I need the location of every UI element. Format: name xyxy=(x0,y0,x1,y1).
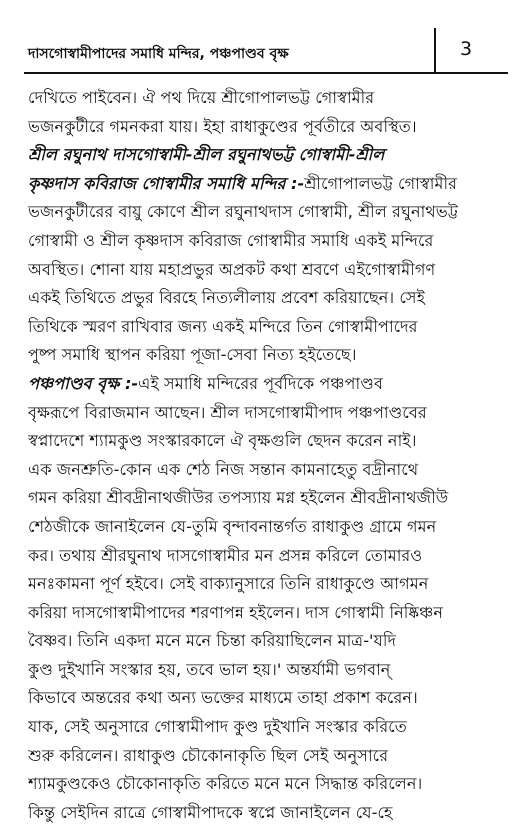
text-line xyxy=(28,456,510,485)
line-text: গমন করিয়া শ্রীবদ্রীনাথজীউর তপস্যায় মগ্ন হইলেন শ্রীবদ্রীনাথজীউ xyxy=(28,488,449,508)
section-heading: কৃষ্ণদাস কবিরাজ গোস্বামীর সমাধি মন্দির :- xyxy=(28,173,305,193)
text-line xyxy=(28,256,510,285)
line-text: পুষ্প সমাধি স্থাপন করিয়া পূজা-সেবা নিত্য হইতেছে। xyxy=(28,345,357,365)
text-line xyxy=(28,599,510,628)
line-text: শুরু করিলেন। রাধাকুণ্ড চৌকোনাকৃতি ছিল সেই অনুসারে xyxy=(28,745,389,765)
line-text: কিভাবে অন্তরের কথা অন্য ভক্তের মাধ্যমে তাহা প্রকাশ করেন। xyxy=(28,688,418,708)
text-line xyxy=(28,484,510,513)
text-line xyxy=(28,284,510,313)
text-line xyxy=(28,313,510,342)
header-divider xyxy=(434,28,436,72)
line-text: ভজনকুটীরের বায়ু কোণে শ্রীল রঘুনাথদাস গোস্বামী, শ্রীল রঘুনাথভট্ট xyxy=(28,202,459,222)
line-text: শেঠজীকে জানাইলেন যে-তুমি বৃন্দাবনান্তর্গত রাধাকুণ্ড গ্রামে গমন xyxy=(28,516,437,536)
section-heading: শ্রীল রঘুনাথ দাসগোস্বামী-শ্রীল রঘুনাথভট্ট গোস্বামী-শ্রীল xyxy=(28,145,385,165)
line-text: স্বপ্নাদেশে শ্যামকুণ্ড সংস্কারকালে ঐ বৃক্ষগুলি ছেদন করেন নাই। xyxy=(28,431,417,451)
line-text: এই সমাধি মন্দিরের পূর্বদিকে পঞ্চপাণ্ডব xyxy=(138,373,383,393)
text-line xyxy=(28,198,510,227)
text-line xyxy=(28,370,510,399)
line-text: বৈষ্ণব। তিনি একদা মনে মনে চিন্তা করিয়াছিলেন মাত্র-'যদি xyxy=(28,631,396,651)
line-text: যাক, সেই অনুসারে গোস্বামীপাদ কুণ্ড দুইখানি সংস্কার করিতে xyxy=(28,717,407,737)
header-title: দাসগোস্বামীপাদের সমাধি মন্দির, পঞ্চপাণ্ডব বৃক্ষ xyxy=(28,46,289,62)
text-line xyxy=(28,684,510,713)
line-text: দেখিতে পাইবেন। ঐ পথ দিয়ে শ্রীগোপালভট্ট গোস্বামীর xyxy=(28,88,375,107)
text-line xyxy=(28,570,510,599)
line-text: গোস্বামী ও শ্রীল কৃষ্ণদাস কবিরাজ গোস্বামীর সমাধি একই মন্দিরে xyxy=(28,230,434,250)
text-line xyxy=(28,799,510,827)
line-text: বৃক্ষরূপে বিরাজমান আছেন। শ্রীল দাসগোস্বামীপাদ পঞ্চপাণ্ডবের xyxy=(28,402,427,422)
line-text: মনঃকামনা পূর্ণ হইবে। সেই বাক্যানুসারে তিনি রাধাকুণ্ডে আগমন xyxy=(28,574,429,594)
line-text: শ্রীগোপালভট্ট গোস্বামীর xyxy=(304,173,457,193)
line-text: শ্যামকুণ্ডকেও চৌকোনাকৃতি করিতে মনে মনে সিদ্ধান্ত করিলেন। xyxy=(28,774,423,794)
section-heading: পঞ্চপাণ্ডব বৃক্ষ :- xyxy=(28,373,139,393)
text-line xyxy=(28,84,510,113)
text-line xyxy=(28,542,510,571)
text-line xyxy=(28,770,510,799)
text-line xyxy=(28,341,510,370)
line-text: একই তিথিতে প্রভুর বিরহে নিত্যলীলায় প্রবেশ করিয়াছেন। সেই xyxy=(28,288,426,308)
text-line xyxy=(28,399,510,428)
body-text xyxy=(28,84,510,827)
page-number: 3 xyxy=(460,38,473,60)
text-line xyxy=(28,113,510,142)
line-text: করিয়া দাসগোস্বামীপাদের শরণাপন্ন হইলেন। দাস গোস্বামী নিষ্কিঞ্চন xyxy=(28,602,444,622)
line-text: কর। তথায় শ্রীরঘুনাথ দাসগোস্বামীর মন প্রসন্ন করিলে তোমারও xyxy=(28,545,423,565)
text-line xyxy=(28,170,510,199)
text-line xyxy=(28,427,510,456)
text-line xyxy=(28,656,510,685)
line-text: কিন্তু সেইদিন রাত্রে গোস্বামীপাদকে স্বপ্নে জানাইলেন যে-হে xyxy=(28,802,393,822)
line-text: এক জনশ্রুতি-কোন এক শেঠ নিজ সন্তান কামনাহেতু বদ্রীনাথে xyxy=(28,459,419,479)
page-header xyxy=(24,28,508,74)
line-text: তিথিকে স্মরণ রাখিবার জন্য একই মন্দিরে তিন গোস্বামীপাদের xyxy=(28,316,418,336)
text-line xyxy=(28,227,510,256)
line-text: ভজনকুটীরে গমনকরা যায়। ইহা রাধাকুণ্ডের পূর্বতীরে অবস্থিত। xyxy=(28,116,417,136)
line-text: কুণ্ড দুইখানি সংস্কার হয়, তবে ভাল হয়।' অন্তর্যামী ভগবান্ xyxy=(28,659,391,679)
text-line xyxy=(28,627,510,656)
text-line xyxy=(28,141,510,170)
text-line xyxy=(28,513,510,542)
line-text: অবস্থিত। শোনা যায় মহাপ্রভুর অপ্রকট কথা শ্রবণে এইগোস্বামীগণ xyxy=(28,259,436,279)
text-line xyxy=(28,713,510,742)
text-line xyxy=(28,742,510,771)
